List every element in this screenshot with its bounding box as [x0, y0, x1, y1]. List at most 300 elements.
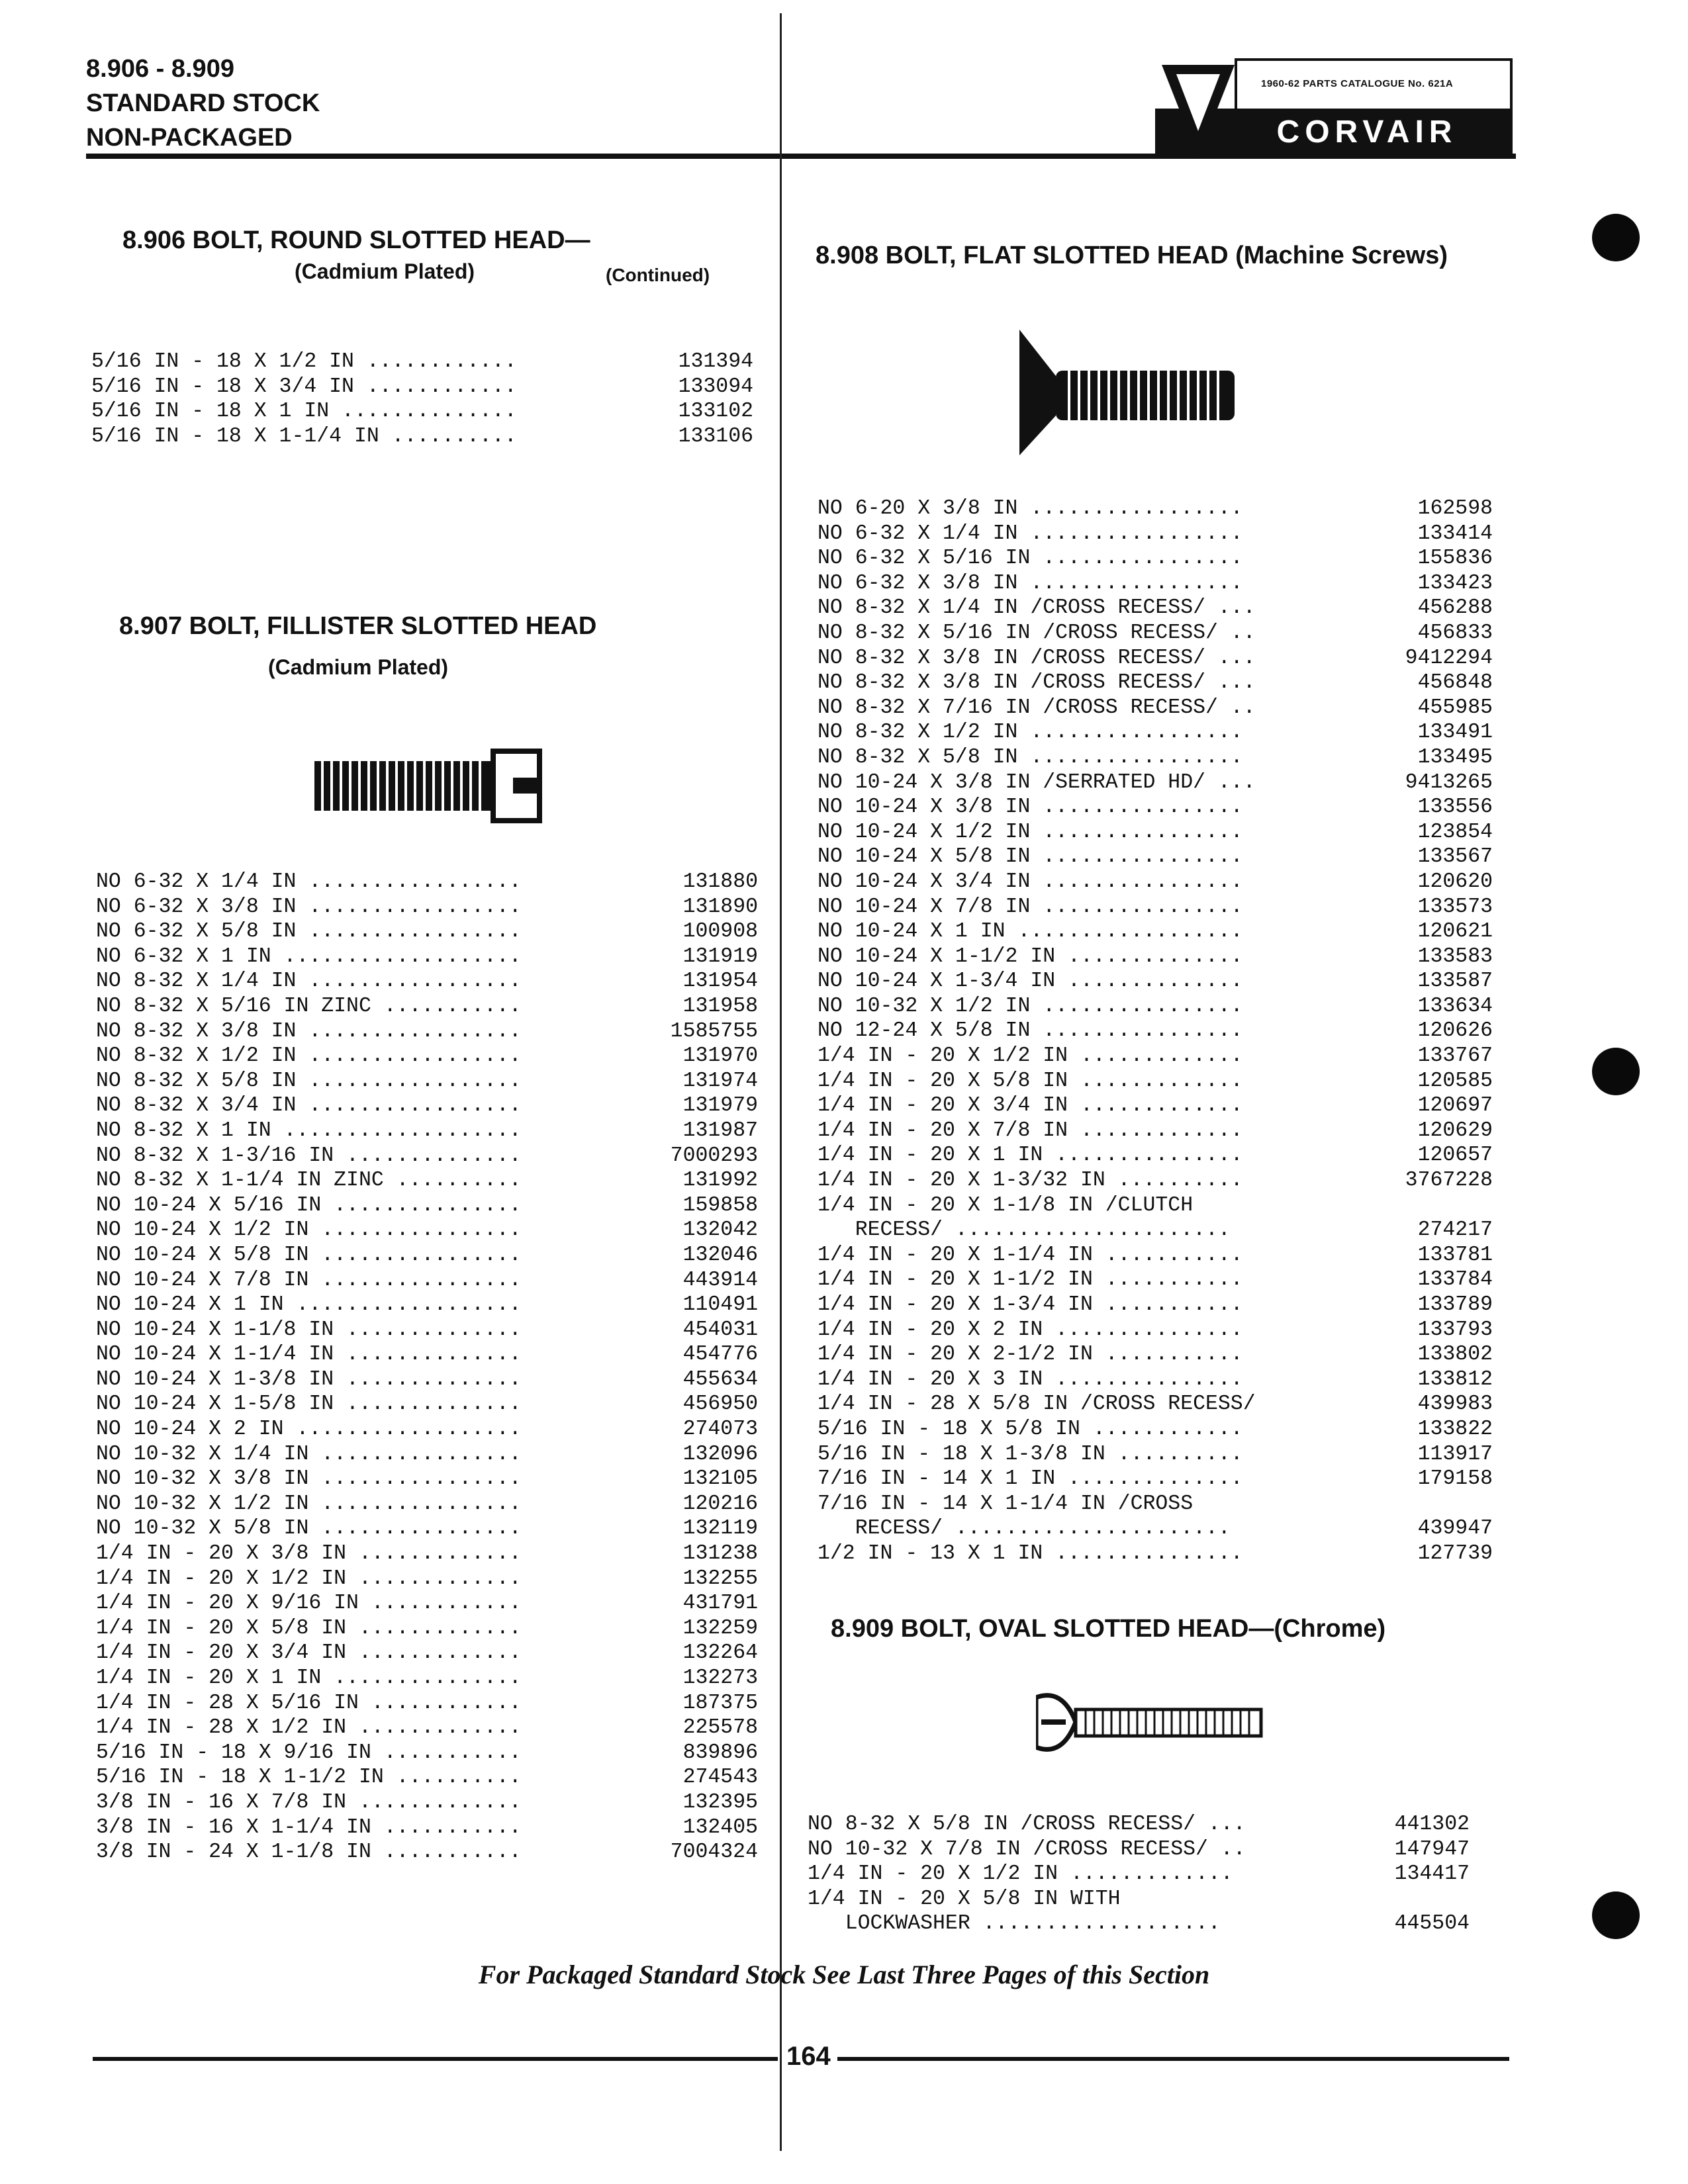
item-description: 1/4 IN - 20 X 3/4 IN .............: [96, 1641, 522, 1665]
part-number: 133781: [1417, 1243, 1493, 1267]
list-item: [818, 1143, 1493, 1168]
list-item: [818, 596, 1493, 621]
item-description: NO 10-24 X 5/8 IN ................: [818, 845, 1243, 869]
list-item: [818, 1044, 1493, 1069]
item-description: 5/16 IN - 18 X 3/4 IN ............: [91, 375, 517, 398]
brand-name: CORVAIR: [1276, 114, 1458, 150]
item-description: NO 10-24 X 1 IN ..................: [818, 920, 1243, 944]
item-description: 5/16 IN - 18 X 1-1/4 IN ..........: [91, 424, 517, 448]
part-number: 131958: [682, 994, 758, 1018]
list-item: [818, 696, 1493, 721]
part-number: 179158: [1417, 1467, 1493, 1491]
part-number: 159858: [682, 1193, 758, 1217]
section-8908-title: 8.908 BOLT, FLAT SLOTTED HEAD (Machine Screws): [816, 242, 1448, 269]
punch-hole: [1592, 214, 1640, 261]
list-item: [818, 944, 1493, 970]
part-number: 9412294: [1405, 646, 1493, 670]
list-item: [96, 1069, 758, 1094]
list-item: [91, 375, 753, 400]
item-description: 1/4 IN - 28 X 5/8 IN /CROSS RECESS/: [818, 1392, 1256, 1416]
part-number: 120216: [682, 1492, 758, 1516]
item-description: NO 10-32 X 5/8 IN ................: [96, 1517, 522, 1541]
part-number: 133767: [1417, 1044, 1493, 1068]
part-number: 100908: [682, 920, 758, 944]
page-number: 164: [786, 2042, 831, 2071]
item-description: NO 8-32 X 1/4 IN /CROSS RECESS/ ...: [818, 596, 1256, 620]
catalogue-number: 1960-62 PARTS CATALOGUE No. 621A: [1261, 78, 1454, 89]
item-description: NO 10-24 X 2 IN ..................: [96, 1418, 522, 1441]
list-item: [818, 1342, 1493, 1367]
flat-head-bolt-illustration-icon: [1019, 330, 1238, 455]
item-description: 1/4 IN - 20 X 2 IN ...............: [818, 1318, 1243, 1342]
item-description: NO 8-32 X 5/8 IN .................: [96, 1069, 522, 1093]
part-number: 131890: [682, 895, 758, 919]
item-description: 5/16 IN - 18 X 1 IN ..............: [91, 400, 517, 424]
list-item: [818, 621, 1493, 646]
part-number: 120626: [1417, 1019, 1493, 1043]
item-description: NO 10-24 X 3/8 IN ................: [818, 796, 1243, 819]
list-item: [818, 571, 1493, 596]
part-number: 127739: [1417, 1541, 1493, 1565]
part-number: 133587: [1417, 970, 1493, 993]
list-item: [96, 1467, 758, 1492]
list-item: [96, 1567, 758, 1592]
part-number: 133423: [1417, 571, 1493, 595]
item-description: NO 8-32 X 1 IN ...................: [96, 1118, 522, 1142]
item-description: NO 10-24 X 7/8 IN ................: [96, 1268, 522, 1292]
list-item: [96, 1691, 758, 1716]
list-item: [96, 1044, 758, 1069]
item-description: NO 10-24 X 1-3/4 IN ..............: [818, 970, 1243, 993]
part-number: 133495: [1417, 745, 1493, 769]
list-item: [96, 1790, 758, 1815]
part-number: 155836: [1417, 547, 1493, 570]
item-description: NO 6-20 X 3/8 IN .................: [818, 497, 1243, 520]
header-section-range: 8.906 - 8.909: [86, 55, 234, 83]
item-description: NO 6-32 X 1 IN ...................: [96, 944, 522, 968]
item-description: 1/4 IN - 20 X 1/2 IN .............: [808, 1862, 1233, 1886]
part-number: 439983: [1417, 1392, 1493, 1416]
item-description: NO 10-24 X 1-1/2 IN ..............: [818, 944, 1243, 968]
part-number: 132264: [682, 1641, 758, 1665]
footer-rule-left: [93, 2057, 778, 2061]
item-description: NO 10-32 X 1/2 IN ................: [96, 1492, 522, 1516]
item-description: RECESS/ ......................: [818, 1218, 1231, 1242]
item-description: NO 8-32 X 1-3/16 IN ..............: [96, 1144, 522, 1167]
item-description: 1/4 IN - 28 X 5/16 IN ............: [96, 1691, 522, 1715]
list-item: [818, 670, 1493, 696]
part-number: 132046: [682, 1243, 758, 1267]
item-description: 1/4 IN - 20 X 1-1/4 IN ...........: [818, 1243, 1243, 1267]
list-item: [818, 1019, 1493, 1044]
list-item: [818, 1442, 1493, 1467]
item-description: NO 8-32 X 5/8 IN .................: [818, 745, 1243, 769]
section-8906-title: 8.906 BOLT, ROUND SLOTTED HEAD—: [122, 226, 590, 254]
list-item: [96, 1367, 758, 1392]
item-description: 5/16 IN - 18 X 9/16 IN ...........: [96, 1741, 522, 1764]
header-rule: [86, 154, 1516, 159]
oval-head-bolt-illustration-icon: [1036, 1691, 1264, 1754]
item-description: NO 8-32 X 1-1/4 IN ZINC ..........: [96, 1169, 522, 1193]
part-number: 131987: [682, 1118, 758, 1142]
part-number: 132255: [682, 1567, 758, 1590]
list-item: [818, 895, 1493, 920]
fillister-bolt-illustration-icon: [314, 748, 546, 824]
list-item: [808, 1812, 1470, 1837]
part-number: 839896: [682, 1741, 758, 1764]
corvair-logo: [1155, 58, 1513, 159]
item-description: NO 8-32 X 3/8 IN .................: [96, 1019, 522, 1043]
list-item: [818, 919, 1493, 944]
item-description: NO 10-24 X 1/2 IN ................: [818, 820, 1243, 844]
part-number: [1193, 1492, 1493, 1517]
part-number: 225578: [682, 1716, 758, 1740]
part-number: 133556: [1417, 796, 1493, 819]
item-description: 5/16 IN - 18 X 5/8 IN ............: [818, 1417, 1243, 1441]
list-item: [818, 1193, 1493, 1218]
part-number: 274217: [1417, 1218, 1493, 1242]
item-description: NO 10-24 X 5/16 IN ...............: [96, 1193, 522, 1217]
list-item: [818, 795, 1493, 820]
item-description: NO 6-32 X 1/4 IN .................: [818, 522, 1243, 545]
item-description: 1/2 IN - 13 X 1 IN ...............: [818, 1541, 1243, 1565]
item-description: NO 10-24 X 1 IN ..................: [96, 1293, 522, 1317]
part-number: 131880: [682, 870, 758, 893]
list-item: [91, 424, 753, 449]
part-number: 133414: [1417, 522, 1493, 545]
section-8908-list: [818, 496, 1493, 1567]
section-8909-list: [808, 1812, 1470, 1936]
list-item: [818, 1516, 1493, 1541]
part-number: 133793: [1417, 1318, 1493, 1342]
list-item: [96, 1840, 758, 1865]
item-description: 1/4 IN - 20 X 1-1/2 IN ...........: [818, 1268, 1243, 1292]
part-number: [1121, 1887, 1470, 1912]
part-number: 133583: [1417, 944, 1493, 968]
list-item: [818, 1069, 1493, 1094]
item-description: 1/4 IN - 28 X 1/2 IN .............: [96, 1716, 522, 1740]
part-number: 9413265: [1405, 770, 1493, 794]
list-item: [96, 1118, 758, 1144]
list-item: [818, 1367, 1493, 1392]
list-item: [818, 1417, 1493, 1442]
item-description: 3/8 IN - 16 X 7/8 IN .............: [96, 1790, 522, 1814]
list-item: [818, 1541, 1493, 1567]
list-item: [808, 1887, 1470, 1912]
part-number: 274543: [682, 1766, 758, 1790]
item-description: NO 10-24 X 5/8 IN ................: [96, 1243, 522, 1267]
part-number: 7004324: [670, 1841, 758, 1864]
list-item: [96, 1741, 758, 1766]
list-item: [96, 1516, 758, 1541]
item-description: NO 6-32 X 3/8 IN .................: [818, 571, 1243, 595]
item-description: 7/16 IN - 14 X 1 IN ..............: [818, 1467, 1243, 1491]
list-item: [818, 969, 1493, 994]
item-description: NO 10-24 X 3/4 IN ................: [818, 870, 1243, 893]
part-number: 454031: [682, 1318, 758, 1342]
list-item: [808, 1911, 1470, 1936]
item-description: 1/4 IN - 20 X 9/16 IN ............: [96, 1592, 522, 1615]
list-item: [818, 1218, 1493, 1243]
section-8906-list: [91, 349, 753, 449]
list-item: [818, 1467, 1493, 1492]
item-description: 1/4 IN - 20 X 7/8 IN .............: [818, 1118, 1243, 1142]
item-description: NO 6-32 X 5/8 IN .................: [96, 920, 522, 944]
list-item: [96, 1541, 758, 1567]
item-description: 3/8 IN - 24 X 1-1/8 IN ...........: [96, 1841, 522, 1864]
part-number: 132105: [682, 1467, 758, 1491]
part-number: 133812: [1417, 1367, 1493, 1391]
item-description: NO 10-32 X 1/2 IN ................: [818, 994, 1243, 1018]
list-item: [818, 820, 1493, 845]
list-item: [96, 1019, 758, 1044]
list-item: [96, 1293, 758, 1318]
part-number: 455985: [1417, 696, 1493, 719]
footer-rule-right: [837, 2057, 1509, 2061]
list-item: [96, 1392, 758, 1417]
list-item: [96, 1492, 758, 1517]
item-description: RECESS/ ......................: [818, 1517, 1231, 1541]
header-stock-type: STANDARD STOCK: [86, 89, 320, 117]
item-description: NO 10-32 X 7/8 IN /CROSS RECESS/ ..: [808, 1837, 1246, 1861]
punch-hole: [1592, 1891, 1640, 1939]
item-description: 1/4 IN - 20 X 1-3/32 IN ..........: [818, 1169, 1243, 1193]
list-item: [96, 895, 758, 920]
part-number: 120697: [1417, 1094, 1493, 1118]
part-number: 3767228: [1405, 1169, 1493, 1193]
list-item: [808, 1862, 1470, 1887]
list-item: [96, 1318, 758, 1343]
header-packaging: NON-PACKAGED: [86, 124, 293, 152]
part-number: 1585755: [670, 1019, 758, 1043]
item-description: NO 10-24 X 1-1/4 IN ..............: [96, 1343, 522, 1367]
part-number: 133634: [1417, 994, 1493, 1018]
part-number: 120621: [1417, 920, 1493, 944]
section-8906-subtitle: (Cadmium Plated): [295, 259, 475, 283]
list-item: [818, 1267, 1493, 1293]
part-number: 133784: [1417, 1268, 1493, 1292]
list-item: [818, 1392, 1493, 1417]
list-item: [96, 969, 758, 994]
list-item: [818, 1293, 1493, 1318]
part-number: 133491: [1417, 721, 1493, 745]
packaged-stock-note: For Packaged Standard Stock See Last Three Pages of this Section: [478, 1960, 1210, 1989]
part-number: 162598: [1417, 497, 1493, 520]
part-number: 456848: [1417, 671, 1493, 695]
list-item: [818, 1243, 1493, 1268]
part-number: 274073: [682, 1418, 758, 1441]
part-number: 456950: [682, 1392, 758, 1416]
list-item: [818, 994, 1493, 1019]
list-item: [96, 1342, 758, 1367]
part-number: 131970: [682, 1044, 758, 1068]
item-description: 1/4 IN - 20 X 3/4 IN .............: [818, 1094, 1243, 1118]
part-number: 132395: [682, 1790, 758, 1814]
part-number: 147947: [1394, 1837, 1470, 1861]
item-description: NO 8-32 X 1/2 IN .................: [96, 1044, 522, 1068]
list-item: [91, 349, 753, 375]
list-item: [818, 1168, 1493, 1193]
item-description: NO 8-32 X 1/4 IN .................: [96, 970, 522, 993]
part-number: 456288: [1417, 596, 1493, 620]
list-item: [818, 870, 1493, 895]
list-item: [96, 1442, 758, 1467]
list-item: [818, 496, 1493, 522]
item-description: NO 10-24 X 1/2 IN ................: [96, 1218, 522, 1242]
part-number: [1193, 1193, 1493, 1218]
item-description: 5/16 IN - 18 X 1-1/2 IN ..........: [96, 1766, 522, 1790]
section-8906-continued: (Continued): [606, 265, 710, 285]
part-number: 131979: [682, 1094, 758, 1118]
part-number: 123854: [1417, 820, 1493, 844]
part-number: 133094: [678, 375, 753, 398]
part-number: 133567: [1417, 845, 1493, 869]
list-item: [818, 1093, 1493, 1118]
list-item: [96, 1193, 758, 1218]
part-number: 133102: [678, 400, 753, 424]
item-description: NO 8-32 X 1/2 IN .................: [818, 721, 1243, 745]
part-number: 132259: [682, 1616, 758, 1640]
item-description: 1/4 IN - 20 X 5/8 IN .............: [96, 1616, 522, 1640]
list-item: [96, 1641, 758, 1666]
item-description: NO 10-32 X 1/4 IN ................: [96, 1442, 522, 1466]
part-number: 120620: [1417, 870, 1493, 893]
list-item: [96, 1268, 758, 1293]
item-description: 1/4 IN - 20 X 1-3/4 IN ...........: [818, 1293, 1243, 1316]
item-description: NO 8-32 X 3/8 IN /CROSS RECESS/ ...: [818, 646, 1256, 670]
list-item: [96, 1765, 758, 1790]
item-description: NO 10-24 X 1-3/8 IN ..............: [96, 1367, 522, 1391]
item-description: 1/4 IN - 20 X 1-1/8 IN /CLUTCH: [818, 1193, 1194, 1217]
list-item: [96, 1715, 758, 1741]
list-item: [96, 1168, 758, 1193]
section-8907-subtitle: (Cadmium Plated): [268, 655, 449, 679]
item-description: 1/4 IN - 20 X 1/2 IN .............: [96, 1567, 522, 1590]
item-description: 7/16 IN - 14 X 1-1/4 IN /CROSS: [818, 1492, 1194, 1516]
list-item: [96, 1243, 758, 1268]
item-description: 1/4 IN - 20 X 2-1/2 IN ...........: [818, 1343, 1243, 1367]
page-header: [86, 52, 320, 155]
part-number: 443914: [682, 1268, 758, 1292]
item-description: 1/4 IN - 20 X 5/8 IN WITH: [808, 1887, 1121, 1911]
list-item: [818, 522, 1493, 547]
part-number: 454776: [682, 1343, 758, 1367]
item-description: NO 8-32 X 7/16 IN /CROSS RECESS/ ..: [818, 696, 1256, 719]
item-description: NO 8-32 X 3/8 IN /CROSS RECESS/ ...: [818, 671, 1256, 695]
item-description: NO 10-24 X 3/8 IN /SERRATED HD/ ...: [818, 770, 1256, 794]
item-description: 5/16 IN - 18 X 1/2 IN ............: [91, 350, 517, 373]
part-number: 455634: [682, 1367, 758, 1391]
list-item: [818, 720, 1493, 745]
list-item: [96, 1815, 758, 1841]
list-item: [96, 1417, 758, 1442]
part-number: 441302: [1394, 1813, 1470, 1836]
item-description: 1/4 IN - 20 X 1/2 IN .............: [818, 1044, 1243, 1068]
section-8909-title: 8.909 BOLT, OVAL SLOTTED HEAD—(Chrome): [831, 1615, 1386, 1643]
list-item: [818, 1492, 1493, 1517]
part-number: 132405: [682, 1815, 758, 1839]
part-number: 131974: [682, 1069, 758, 1093]
list-item: [96, 1591, 758, 1616]
item-description: NO 6-32 X 5/16 IN ................: [818, 547, 1243, 570]
list-item: [818, 546, 1493, 571]
part-number: 113917: [1417, 1442, 1493, 1466]
list-item: [818, 1118, 1493, 1144]
item-description: NO 12-24 X 5/8 IN ................: [818, 1019, 1243, 1043]
part-number: 133789: [1417, 1293, 1493, 1316]
part-number: 131394: [678, 350, 753, 373]
section-8907-title: 8.907 BOLT, FILLISTER SLOTTED HEAD: [119, 612, 597, 640]
list-item: [96, 944, 758, 970]
item-description: 1/4 IN - 20 X 1 IN ...............: [818, 1144, 1243, 1167]
list-item: [818, 646, 1493, 671]
item-description: NO 8-32 X 5/8 IN /CROSS RECESS/ ...: [808, 1813, 1246, 1836]
item-description: 1/4 IN - 20 X 1 IN ...............: [96, 1666, 522, 1690]
item-description: LOCKWASHER ...................: [808, 1912, 1221, 1936]
part-number: 445504: [1394, 1912, 1470, 1936]
list-item: [91, 399, 753, 424]
part-number: 120629: [1417, 1118, 1493, 1142]
list-item: [818, 745, 1493, 770]
item-description: NO 6-32 X 3/8 IN .................: [96, 895, 522, 919]
item-description: 1/4 IN - 20 X 5/8 IN .............: [818, 1069, 1243, 1093]
part-number: 439947: [1417, 1517, 1493, 1541]
part-number: 187375: [682, 1691, 758, 1715]
list-item: [808, 1837, 1470, 1862]
part-number: 131954: [682, 970, 758, 993]
list-item: [818, 770, 1493, 796]
part-number: 110491: [682, 1293, 758, 1317]
part-number: 133802: [1417, 1343, 1493, 1367]
item-description: NO 10-24 X 1-1/8 IN ..............: [96, 1318, 522, 1342]
part-number: 120585: [1417, 1069, 1493, 1093]
part-number: 134417: [1394, 1862, 1470, 1886]
item-description: NO 8-32 X 5/16 IN ZINC ...........: [96, 994, 522, 1018]
list-item: [96, 870, 758, 895]
part-number: 132273: [682, 1666, 758, 1690]
punch-hole: [1592, 1048, 1640, 1095]
list-item: [96, 1666, 758, 1691]
part-number: 132042: [682, 1218, 758, 1242]
list-item: [96, 1616, 758, 1641]
item-description: 1/4 IN - 20 X 3 IN ...............: [818, 1367, 1243, 1391]
part-number: 132096: [682, 1442, 758, 1466]
part-number: 120657: [1417, 1144, 1493, 1167]
item-description: NO 8-32 X 3/4 IN .................: [96, 1094, 522, 1118]
part-number: 133573: [1417, 895, 1493, 919]
item-description: NO 10-32 X 3/8 IN ................: [96, 1467, 522, 1491]
part-number: 431791: [682, 1592, 758, 1615]
section-8907-list: [96, 870, 758, 1865]
list-item: [96, 919, 758, 944]
column-divider: [780, 13, 782, 2151]
part-number: 132119: [682, 1517, 758, 1541]
list-item: [96, 994, 758, 1019]
part-number: 131992: [682, 1169, 758, 1193]
item-description: NO 10-24 X 7/8 IN ................: [818, 895, 1243, 919]
part-number: 456833: [1417, 621, 1493, 645]
part-number: 7000293: [670, 1144, 758, 1167]
item-description: 5/16 IN - 18 X 1-3/8 IN ..........: [818, 1442, 1243, 1466]
list-item: [818, 844, 1493, 870]
part-number: 133822: [1417, 1417, 1493, 1441]
part-number: 131238: [682, 1542, 758, 1566]
item-description: NO 10-24 X 1-5/8 IN ..............: [96, 1392, 522, 1416]
list-item: [96, 1218, 758, 1243]
part-number: 133106: [678, 424, 753, 448]
list-item: [96, 1093, 758, 1118]
item-description: NO 8-32 X 5/16 IN /CROSS RECESS/ ..: [818, 621, 1256, 645]
